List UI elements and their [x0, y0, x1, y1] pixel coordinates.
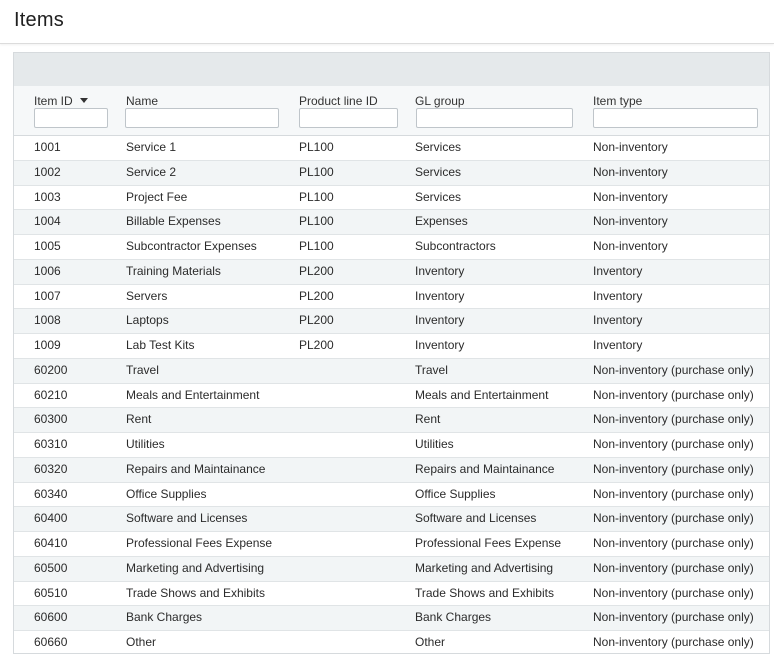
cell-name: Training Materials: [126, 263, 221, 278]
cell-name: Subcontractor Expenses: [126, 239, 257, 253]
sort-down-icon[interactable]: [80, 98, 88, 103]
cell-name: Rent: [126, 412, 152, 427]
filter-name-input[interactable]: [125, 108, 279, 128]
cell-item-type: Non-inventory (purchase only): [593, 387, 754, 402]
table-row[interactable]: [14, 458, 769, 483]
filter-item-id-input[interactable]: [34, 108, 108, 128]
cell-gl-group: Services: [415, 140, 462, 154]
cell-item-type: Non-inventory (purchase only): [593, 486, 754, 501]
cell-product-line-id: PL100: [299, 189, 334, 204]
cell-name: Meals and Entertainment: [126, 387, 260, 402]
cell-gl-group: Trade Shows and Exhibits: [415, 585, 554, 600]
cell-item-id[interactable]: 1004: [34, 214, 61, 229]
column-header-item-id[interactable]: [34, 94, 88, 108]
cell-gl-group: Inventory: [415, 288, 465, 303]
cell-item-id[interactable]: 60600: [34, 610, 68, 625]
cell-item-id[interactable]: 1009: [34, 338, 61, 352]
cell-gl-group: Rent: [415, 412, 441, 427]
page-title: Items: [14, 9, 64, 31]
cell-item-type: Inventory: [593, 338, 643, 352]
page-header: [0, 0, 774, 44]
cell-name: Bank Charges: [126, 610, 203, 625]
cell-item-type: Non-inventory (purchase only): [593, 437, 754, 451]
cell-product-line-id: PL100: [299, 214, 334, 229]
cell-item-id[interactable]: 60400: [34, 511, 68, 526]
cell-name: Billable Expenses: [126, 214, 221, 229]
table-row[interactable]: [14, 260, 769, 285]
cell-name: Software and Licenses: [126, 511, 248, 526]
cell-gl-group: Office Supplies: [415, 486, 496, 501]
column-header-item-type[interactable]: Item type: [593, 94, 643, 108]
cell-item-id[interactable]: 1005: [34, 239, 61, 253]
cell-gl-group: Marketing and Advertising: [415, 560, 554, 575]
cell-name: Laptops: [126, 313, 169, 328]
cell-name: Repairs and Maintainance: [126, 461, 266, 476]
cell-item-id[interactable]: 1002: [34, 164, 61, 179]
cell-item-id[interactable]: 60500: [34, 560, 68, 575]
cell-product-line-id: PL200: [299, 338, 334, 352]
table-row[interactable]: [14, 631, 769, 654]
cell-gl-group: Professional Fees Expense: [415, 536, 562, 550]
table-row[interactable]: [14, 210, 769, 235]
table-row[interactable]: [14, 606, 769, 631]
cell-gl-group: Services: [415, 164, 462, 179]
cell-item-id[interactable]: 60200: [34, 362, 68, 377]
cell-gl-group: Travel: [415, 362, 448, 377]
cell-name: Professional Fees Expense: [126, 536, 273, 550]
cell-gl-group: Repairs and Maintainance: [415, 461, 555, 476]
cell-item-type: Non-inventory (purchase only): [593, 560, 754, 575]
table-row[interactable]: [14, 186, 769, 211]
cell-item-type: Non-inventory: [593, 214, 668, 229]
cell-item-type: Non-inventory (purchase only): [593, 362, 754, 377]
cell-name: Travel: [126, 362, 159, 377]
column-header-product-line-id[interactable]: Product line ID: [299, 94, 378, 108]
cell-product-line-id: PL100: [299, 140, 334, 154]
cell-product-line-id: PL100: [299, 164, 334, 179]
grid-body: [14, 136, 769, 654]
cell-item-id[interactable]: 60410: [34, 536, 68, 550]
cell-name: Project Fee: [126, 189, 188, 204]
cell-product-line-id: PL200: [299, 263, 334, 278]
table-row[interactable]: [14, 507, 769, 532]
cell-item-id[interactable]: 60510: [34, 585, 68, 600]
cell-item-id[interactable]: 1007: [34, 288, 61, 303]
cell-item-type: Non-inventory (purchase only): [593, 412, 754, 427]
items-grid: [13, 52, 770, 654]
cell-item-type: Non-inventory (purchase only): [593, 610, 754, 625]
grid-header: [14, 86, 769, 136]
cell-item-type: Non-inventory (purchase only): [593, 511, 754, 526]
table-row[interactable]: [14, 359, 769, 384]
filter-item-type-input[interactable]: [593, 108, 758, 128]
filter-product-line-id-input[interactable]: [299, 108, 398, 128]
cell-item-type: Inventory: [593, 263, 643, 278]
table-row[interactable]: [14, 161, 769, 186]
cell-item-id[interactable]: 1003: [34, 189, 61, 204]
table-row[interactable]: [14, 235, 769, 260]
cell-gl-group: Utilities: [415, 437, 454, 451]
cell-item-type: Non-inventory (purchase only): [593, 461, 754, 476]
cell-gl-group: Inventory: [415, 338, 465, 352]
cell-gl-group: Inventory: [415, 313, 465, 328]
cell-name: Trade Shows and Exhibits: [126, 585, 265, 600]
cell-name: Office Supplies: [126, 486, 207, 501]
cell-item-type: Non-inventory (purchase only): [593, 585, 754, 600]
table-row[interactable]: [14, 384, 769, 409]
cell-name: Utilities: [126, 437, 165, 451]
cell-name: Other: [126, 635, 157, 649]
cell-item-type: Non-inventory: [593, 189, 668, 204]
table-row[interactable]: [14, 309, 769, 334]
table-row[interactable]: [14, 582, 769, 607]
table-row[interactable]: [14, 483, 769, 508]
cell-name: Servers: [126, 288, 168, 303]
cell-item-id[interactable]: 1006: [34, 263, 61, 278]
cell-item-type: Inventory: [593, 313, 643, 328]
cell-name: Service 1: [126, 140, 177, 154]
cell-item-id[interactable]: 60310: [34, 437, 68, 451]
table-row[interactable]: [14, 408, 769, 433]
cell-item-id[interactable]: 60660: [34, 635, 68, 649]
cell-item-type: Non-inventory (purchase only): [593, 635, 754, 649]
cell-item-id[interactable]: 60210: [34, 387, 68, 402]
cell-item-type: Non-inventory (purchase only): [593, 536, 754, 550]
cell-name: Marketing and Advertising: [126, 560, 265, 575]
cell-item-id[interactable]: 60320: [34, 461, 68, 476]
grid-toolbar: [14, 53, 769, 87]
cell-item-type: Inventory: [593, 288, 643, 303]
cell-item-type: Non-inventory: [593, 164, 668, 179]
cell-gl-group: Software and Licenses: [415, 511, 537, 526]
cell-gl-group: Inventory: [415, 263, 465, 278]
column-header-gl-group[interactable]: GL group: [415, 94, 465, 108]
cell-gl-group: Expenses: [415, 214, 468, 229]
cell-product-line-id: PL100: [299, 239, 334, 253]
cell-gl-group: Services: [415, 189, 462, 204]
cell-item-id[interactable]: 1001: [34, 140, 61, 154]
cell-gl-group: Meals and Entertainment: [415, 387, 549, 402]
table-row[interactable]: [14, 136, 769, 161]
column-header-name[interactable]: Name: [126, 94, 159, 108]
cell-gl-group: Bank Charges: [415, 610, 492, 625]
column-label: Item ID: [34, 94, 73, 108]
cell-product-line-id: PL200: [299, 288, 334, 303]
cell-item-id[interactable]: 60300: [34, 412, 68, 427]
cell-name: Lab Test Kits: [126, 338, 195, 352]
cell-item-type: Non-inventory: [593, 239, 668, 253]
cell-item-id[interactable]: 1008: [34, 313, 61, 328]
cell-item-id[interactable]: 60340: [34, 486, 68, 501]
table-row[interactable]: [14, 532, 769, 557]
cell-gl-group: Subcontractors: [415, 239, 496, 253]
table-row[interactable]: [14, 433, 769, 458]
cell-product-line-id: PL200: [299, 313, 334, 328]
cell-name: Service 2: [126, 164, 177, 179]
table-row[interactable]: [14, 285, 769, 310]
cell-gl-group: Other: [415, 635, 446, 649]
filter-gl-group-input[interactable]: [416, 108, 573, 128]
table-row[interactable]: [14, 557, 769, 582]
cell-item-type: Non-inventory: [593, 140, 668, 154]
table-row[interactable]: [14, 334, 769, 359]
